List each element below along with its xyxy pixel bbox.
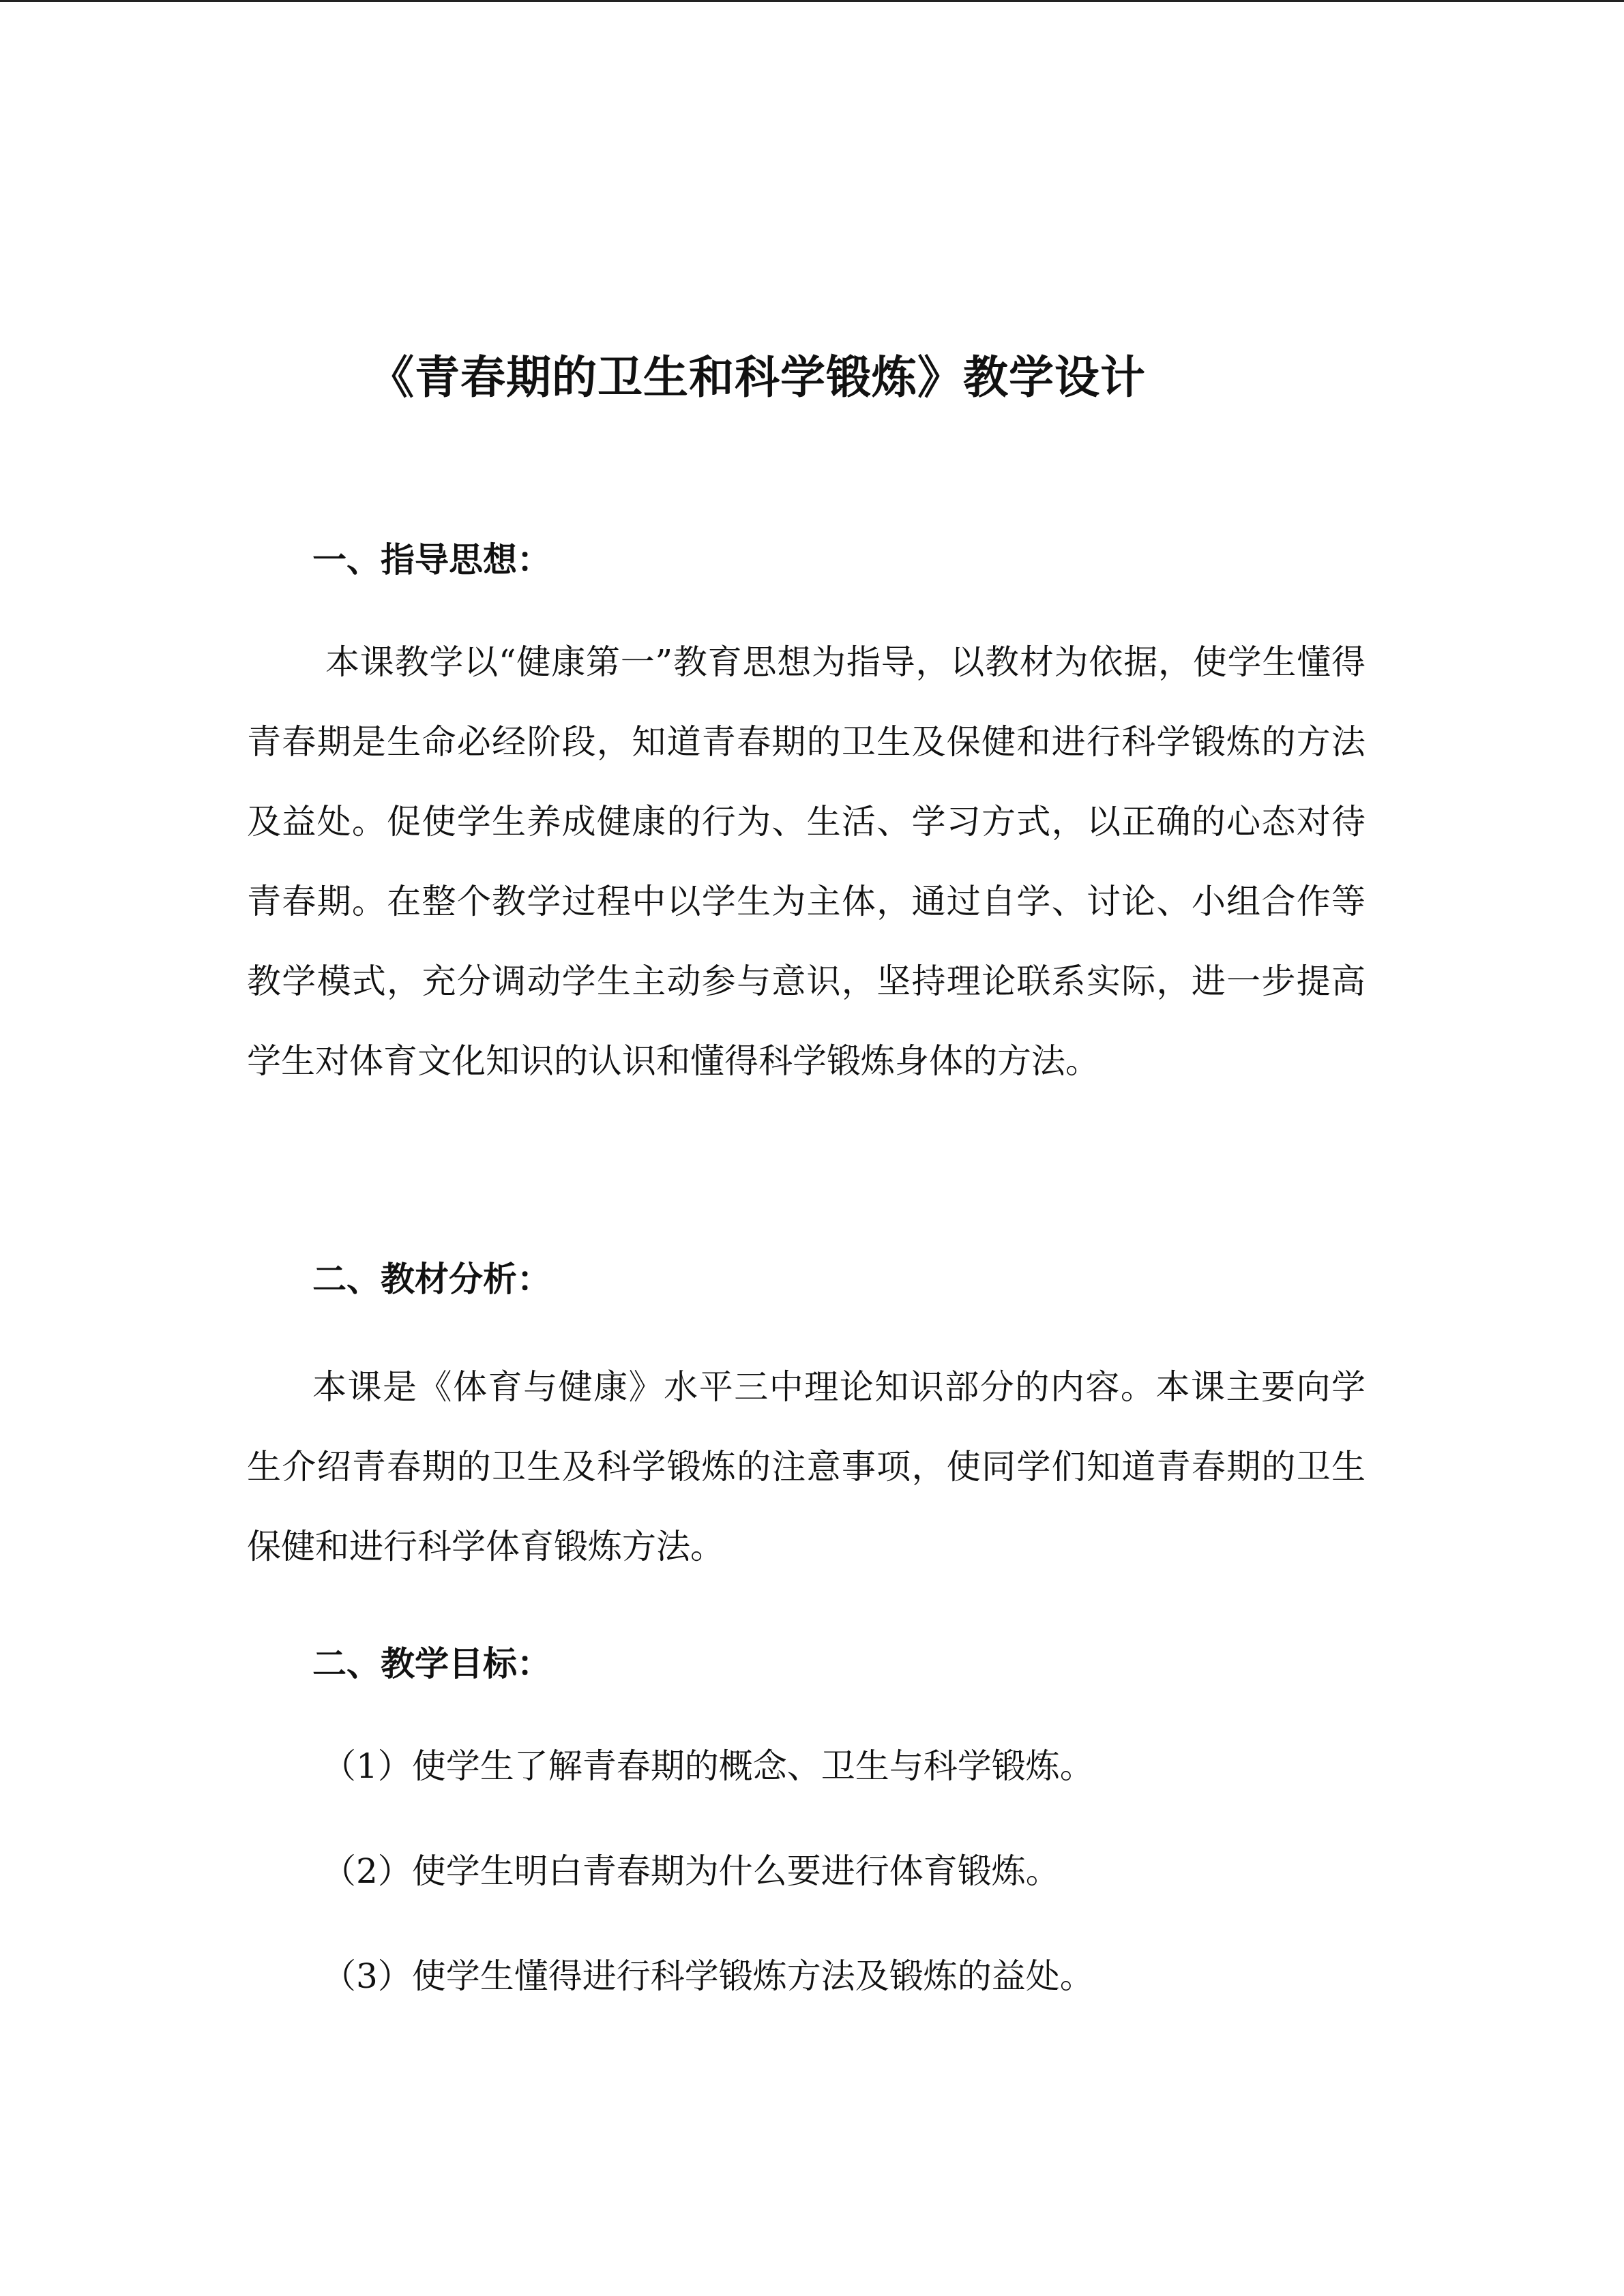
teaching-goal-item: （3）使学生懂得进行科学锻炼方法及锻炼的益处。: [322, 1956, 1094, 1996]
guiding-thought-paragraph: 本课教学以“健康第一”教育思想为指导，以教材为依据，使学生懂得青春期是生命必经阶段，知道青春期的卫生及保健和进行科学锻炼的方法及益处。促使学生养成健康的行为、生活、学习方式，以正确的心态对待青春期。在整个教学过程中以学生为主体，通过自学、讨论、小组合作等教学模式，充分调动学生主动参与意识，坚持理论联系实际，进一步提高学生对体育文化知识的认识和懂得科学锻炼身体的方法。: [247, 642, 1365, 1081]
teaching-goal-item: （1）使学生了解青春期的概念、卫生与科学锻炼。: [322, 1746, 1094, 1786]
material-analysis-paragraph: 本课是《体育与健康》水平三中理论知识部分的内容。本课主要向学生介绍青春期的卫生及科学锻炼的注意事项，使同学们知道青春期的卫生保健和进行科学体育锻炼方法。: [247, 1367, 1365, 1566]
section-heading-material-analysis: 二、教材分析：: [312, 1259, 551, 1299]
section-heading-guiding-thought: 一、指导思想：: [312, 540, 551, 580]
teaching-goal-item: （2）使学生明白青春期为什么要进行体育锻炼。: [322, 1851, 1060, 1891]
section-heading-teaching-goals: 二、教学目标：: [312, 1644, 551, 1684]
document-title: 《青春期的卫生和科学锻炼》教学设计: [369, 351, 1146, 404]
